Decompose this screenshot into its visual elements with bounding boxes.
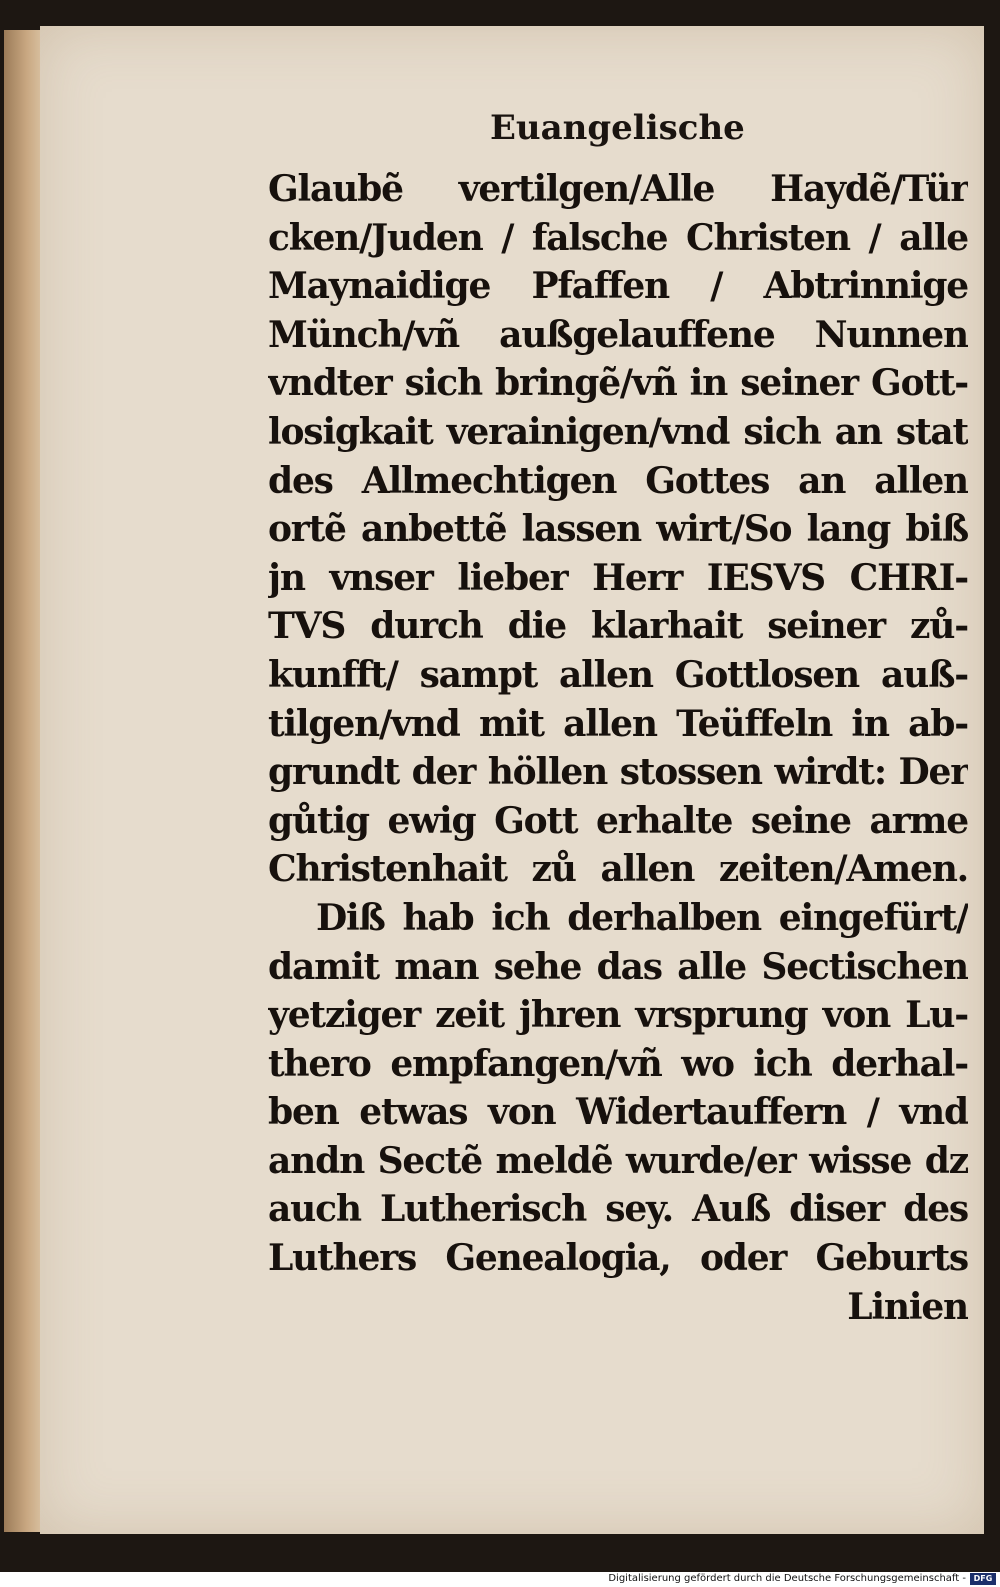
dfg-logo: DFG (970, 1573, 996, 1585)
text-line: yetziger zeit jhren vrsprung von Lu- (268, 994, 968, 1037)
running-head: Euangelische (490, 108, 745, 148)
funding-credit: Digitalisierung gefördert durch die Deutsche Forschungsgemeinschaft - (608, 1573, 966, 1584)
text-line: damit man sehe das alle Sectischen (268, 945, 968, 988)
text-line: ben etwas von Widertauffern / vnd (268, 1091, 968, 1134)
text-line: tilgen/vnd mit allen Teüffeln in ab- (268, 702, 968, 745)
text-line: grundt der höllen stossen wirdt: Der (268, 751, 968, 794)
text-line: Glaubẽ vertilgen/Alle Haydẽ/Tür (268, 168, 968, 210)
catchword: Linien (847, 1285, 968, 1328)
text-line: ortẽ anbettẽ lassen wirt/So lang biß (268, 508, 968, 551)
text-line: jn vnser lieber Herr IESVS CHRI- (268, 556, 968, 599)
paragraph-start-line: Diß hab ich derhalben eingefürt/ (316, 896, 968, 939)
page-body-text (268, 165, 968, 1331)
text-line: losigkait verainigen/vnd sich an stat (268, 410, 968, 453)
text-line: Christenhait zů allen zeiten/Amen. (268, 848, 968, 891)
text-line: Münch/vñ außgelauffene Nunnen (268, 313, 968, 356)
text-line: andn Sectẽ meldẽ wurde/er wisse dz (268, 1139, 968, 1182)
text-line: gůtig ewig Gott erhalte seine arme (268, 799, 968, 842)
text-line: thero empfangen/vñ wo ich derhal- (268, 1042, 968, 1085)
text-line: des Allmechtigen Gottes an allen (268, 459, 968, 502)
text-line: Luthers Genealogia, oder Geburts (268, 1237, 968, 1280)
text-line: TVS durch die klarhait seiner zů- (268, 605, 968, 648)
text-line: cken/Juden / falsche Christen / alle (268, 216, 968, 259)
text-line: Maynaidige Pfaffen / Abtrinnige (268, 265, 968, 308)
text-line: auch Lutherisch sey. Auß diser des (268, 1188, 968, 1231)
text-line: kunfft/ sampt allen Gottlosen auß- (268, 653, 968, 696)
text-line: vndter sich bringẽ/vñ in seiner Gott- (268, 362, 968, 405)
